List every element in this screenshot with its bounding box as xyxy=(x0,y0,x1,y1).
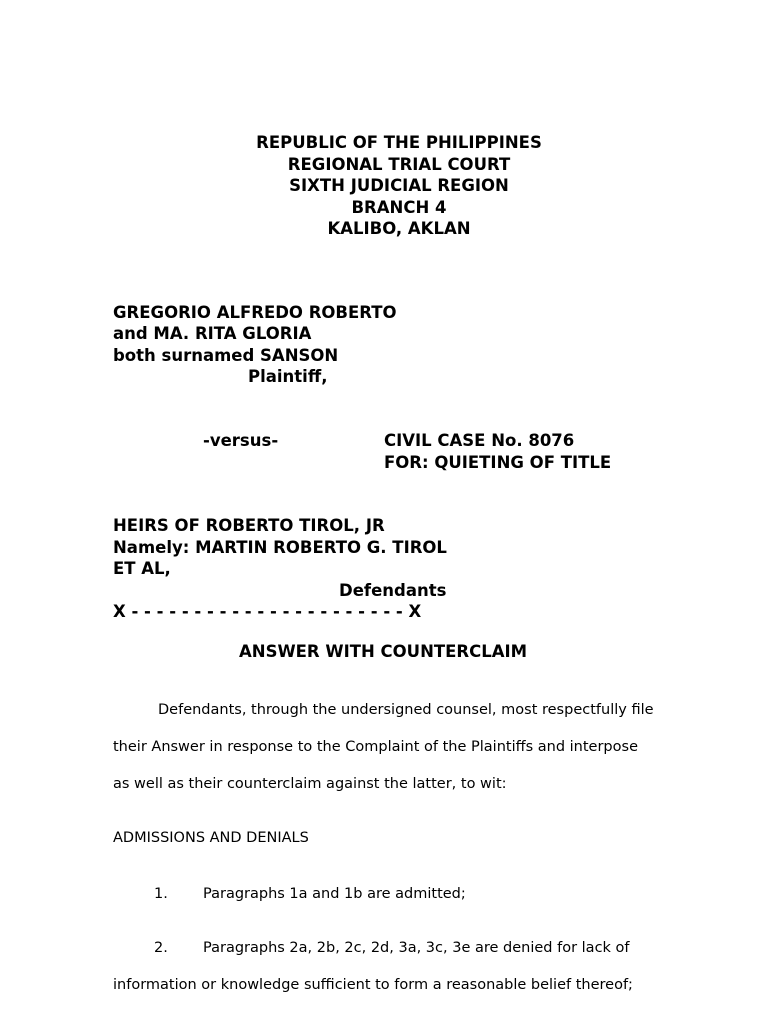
header-line-branch: BRANCH 4 xyxy=(351,197,447,217)
header-line-republic: REPUBLIC OF THE PHILIPPINES xyxy=(256,133,542,152)
defendant-name-line: ET AL, xyxy=(113,559,171,578)
item-number: 2. xyxy=(154,940,168,956)
header-line-region: SIXTH JUDICIAL REGION xyxy=(289,176,509,195)
document-title: ANSWER WITH COUNTERCLAIM xyxy=(239,642,528,661)
section-heading: ADMISSIONS AND DENIALS xyxy=(113,830,309,846)
intro-line: as well as their counterclaim against the latter, to wit: xyxy=(113,776,507,792)
header-line-court: REGIONAL TRIAL COURT xyxy=(287,154,511,174)
case-nature: FOR: QUIETING OF TITLE xyxy=(384,453,612,472)
item-text: Paragraphs 1a and 1b are admitted; xyxy=(203,886,466,902)
item-number: 1. xyxy=(154,886,168,902)
court-header xyxy=(0,132,768,240)
plaintiff-name-line: both surnamed SANSON xyxy=(113,346,339,365)
plaintiff-name-line: and MA. RITA GLORIA xyxy=(113,324,312,343)
defendant-role: Defendants xyxy=(339,581,447,600)
defendant-name-line: Namely: MARTIN ROBERTO G. TIROL xyxy=(113,538,447,557)
intro-line: their Answer in response to the Complaint of the Plaintiffs and interpose xyxy=(113,739,638,755)
plaintiff-name-line: GREGORIO ALFREDO ROBERTO xyxy=(113,303,397,322)
plaintiff-role: Plaintiff, xyxy=(248,367,328,386)
intro-line: Defendants, through the undersigned counsel, most respectfully file xyxy=(158,702,654,718)
defendant-name-line: HEIRS OF ROBERTO TIROL, JR xyxy=(113,516,385,535)
case-number: CIVIL CASE No. 8076 xyxy=(384,431,575,450)
caption-separator: X - - - - - - - - - - - - - - - - - - - - - - X xyxy=(113,602,422,621)
header-line-location: KALIBO, AKLAN xyxy=(327,219,471,238)
versus-label: -versus- xyxy=(203,431,279,450)
item-continuation: information or knowledge sufficient to form a reasonable belief thereof; xyxy=(113,977,633,993)
item-text: Paragraphs 2a, 2b, 2c, 2d, 3a, 3c, 3e are denied for lack of xyxy=(203,940,630,956)
